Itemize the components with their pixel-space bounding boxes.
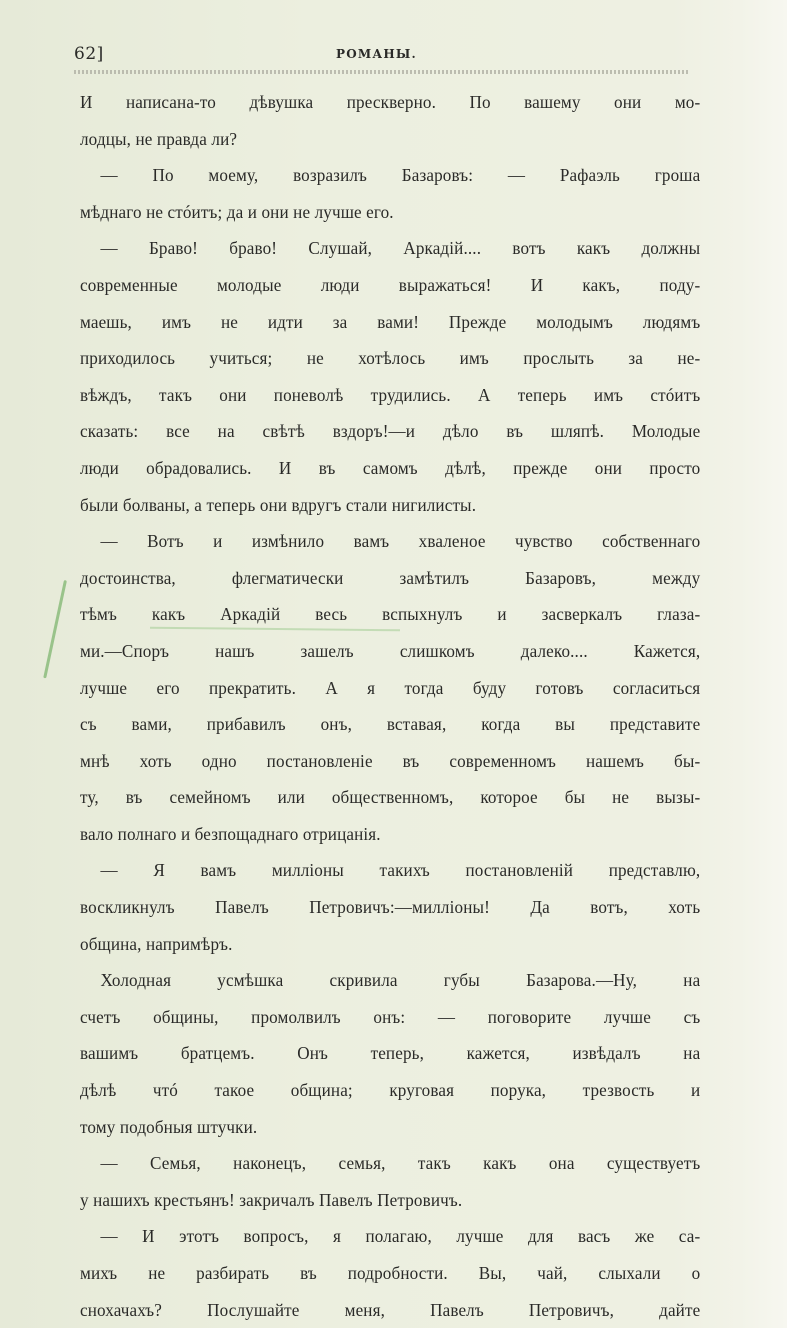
text-line: дѣлѣ чтó такое община; круговая порука, трезвость и — [80, 1080, 701, 1101]
text-line: маешь, имъ не идти за вами! Прежде молодымъ людямъ — [80, 311, 701, 332]
text-line: ми.—Споръ нашъ зашелъ слишкомъ далеко.... Кажется, — [80, 640, 701, 661]
text-line: достоинства, флегматически замѣтилъ Базаровъ, между — [80, 567, 701, 588]
text-line: вашимъ братцемъ. Онъ теперь, кажется, извѣдалъ на — [80, 1043, 701, 1064]
page-number: 62] — [74, 44, 104, 64]
text-line: люди обрадовались. И въ самомъ дѣлѣ, прежде они просто — [80, 457, 701, 478]
text-line: Холодная усмѣшка скривила губы Базарова.—Ну, на — [100, 970, 701, 991]
margin-pencil-mark — [43, 580, 67, 678]
text-line: лучше его прекратить. А я тогда буду готовъ согласиться — [80, 677, 701, 698]
text-line: современные молодые люди выражаться! И какъ, поду- — [80, 274, 701, 295]
text-line: сказать: все на свѣтѣ вздоръ!—и дѣло въ шляпѣ. Молодые — [80, 421, 701, 442]
text-line: вало полнаго и безпощаднаго отрицанія. — [80, 823, 381, 844]
running-title: РОМАНЫ. — [336, 47, 417, 61]
text-line: — Семья, наконецъ, семья, такъ какъ она существуетъ — [100, 1153, 701, 1174]
header-wavy-rule — [74, 70, 690, 74]
body-text — [80, 84, 700, 1328]
text-line: были болваны, а теперь они вдругъ стали нигилисты. — [80, 494, 477, 515]
text-line: снохачахъ? Послушайте меня, Павелъ Петровичъ, дайте — [80, 1299, 701, 1320]
text-line: И написана-то дѣвушка прескверно. По вашему они мо- — [80, 92, 701, 112]
text-line: вѣждъ, такъ они поневолѣ трудились. А теперь имъ стóитъ — [80, 384, 701, 405]
text-line: лодцы, не правда ли? — [80, 128, 238, 149]
text-line: счетъ общины, промолвилъ онъ: — поговорите лучше съ — [80, 1006, 701, 1027]
text-line: тому подобныя штучки. — [80, 1116, 258, 1137]
text-line: мнѣ хоть одно постановленіе въ современномъ нашемъ бы- — [80, 750, 701, 771]
text-line: — По моему, возразилъ Базаровъ: — Рафаэль гроша — [100, 165, 701, 186]
text-line: — Я вамъ милліоны такихъ постановленій представлю, — [100, 860, 701, 881]
text-line: приходилось учиться; не хотѣлось имъ прослыть за не- — [80, 348, 701, 369]
text-line: михъ не разбирать въ подробности. Вы, чай, слыхали о — [80, 1263, 701, 1283]
text-line: воскликнулъ Павелъ Петровичъ:—милліоны! Да вотъ, хоть — [80, 897, 701, 918]
text-line: у нашихъ крестьянъ! закричалъ Павелъ Петровичъ. — [80, 1189, 463, 1210]
text-line: тѣмъ какъ Аркадій весь вспыхнулъ и засверкалъ глаза- — [80, 604, 701, 625]
text-line: община, напримѣръ. — [80, 933, 233, 954]
text-line: съ вами, прибавилъ онъ, вставая, когда вы представите — [80, 714, 701, 735]
text-line: — Браво! браво! Слушай, Аркадій.... вотъ какъ должны — [100, 238, 701, 259]
text-line: — И этотъ вопросъ, я полагаю, лучше для васъ же са- — [100, 1226, 701, 1247]
text-line: мѣднаго не стóитъ; да и они не лучше его. — [80, 201, 394, 222]
text-line: — Вотъ и измѣнило вамъ хваленое чувство собственнаго — [100, 531, 701, 552]
text-line: ту, въ семейномъ или общественномъ, которое бы не вызы- — [80, 787, 701, 808]
page-header — [74, 44, 704, 68]
